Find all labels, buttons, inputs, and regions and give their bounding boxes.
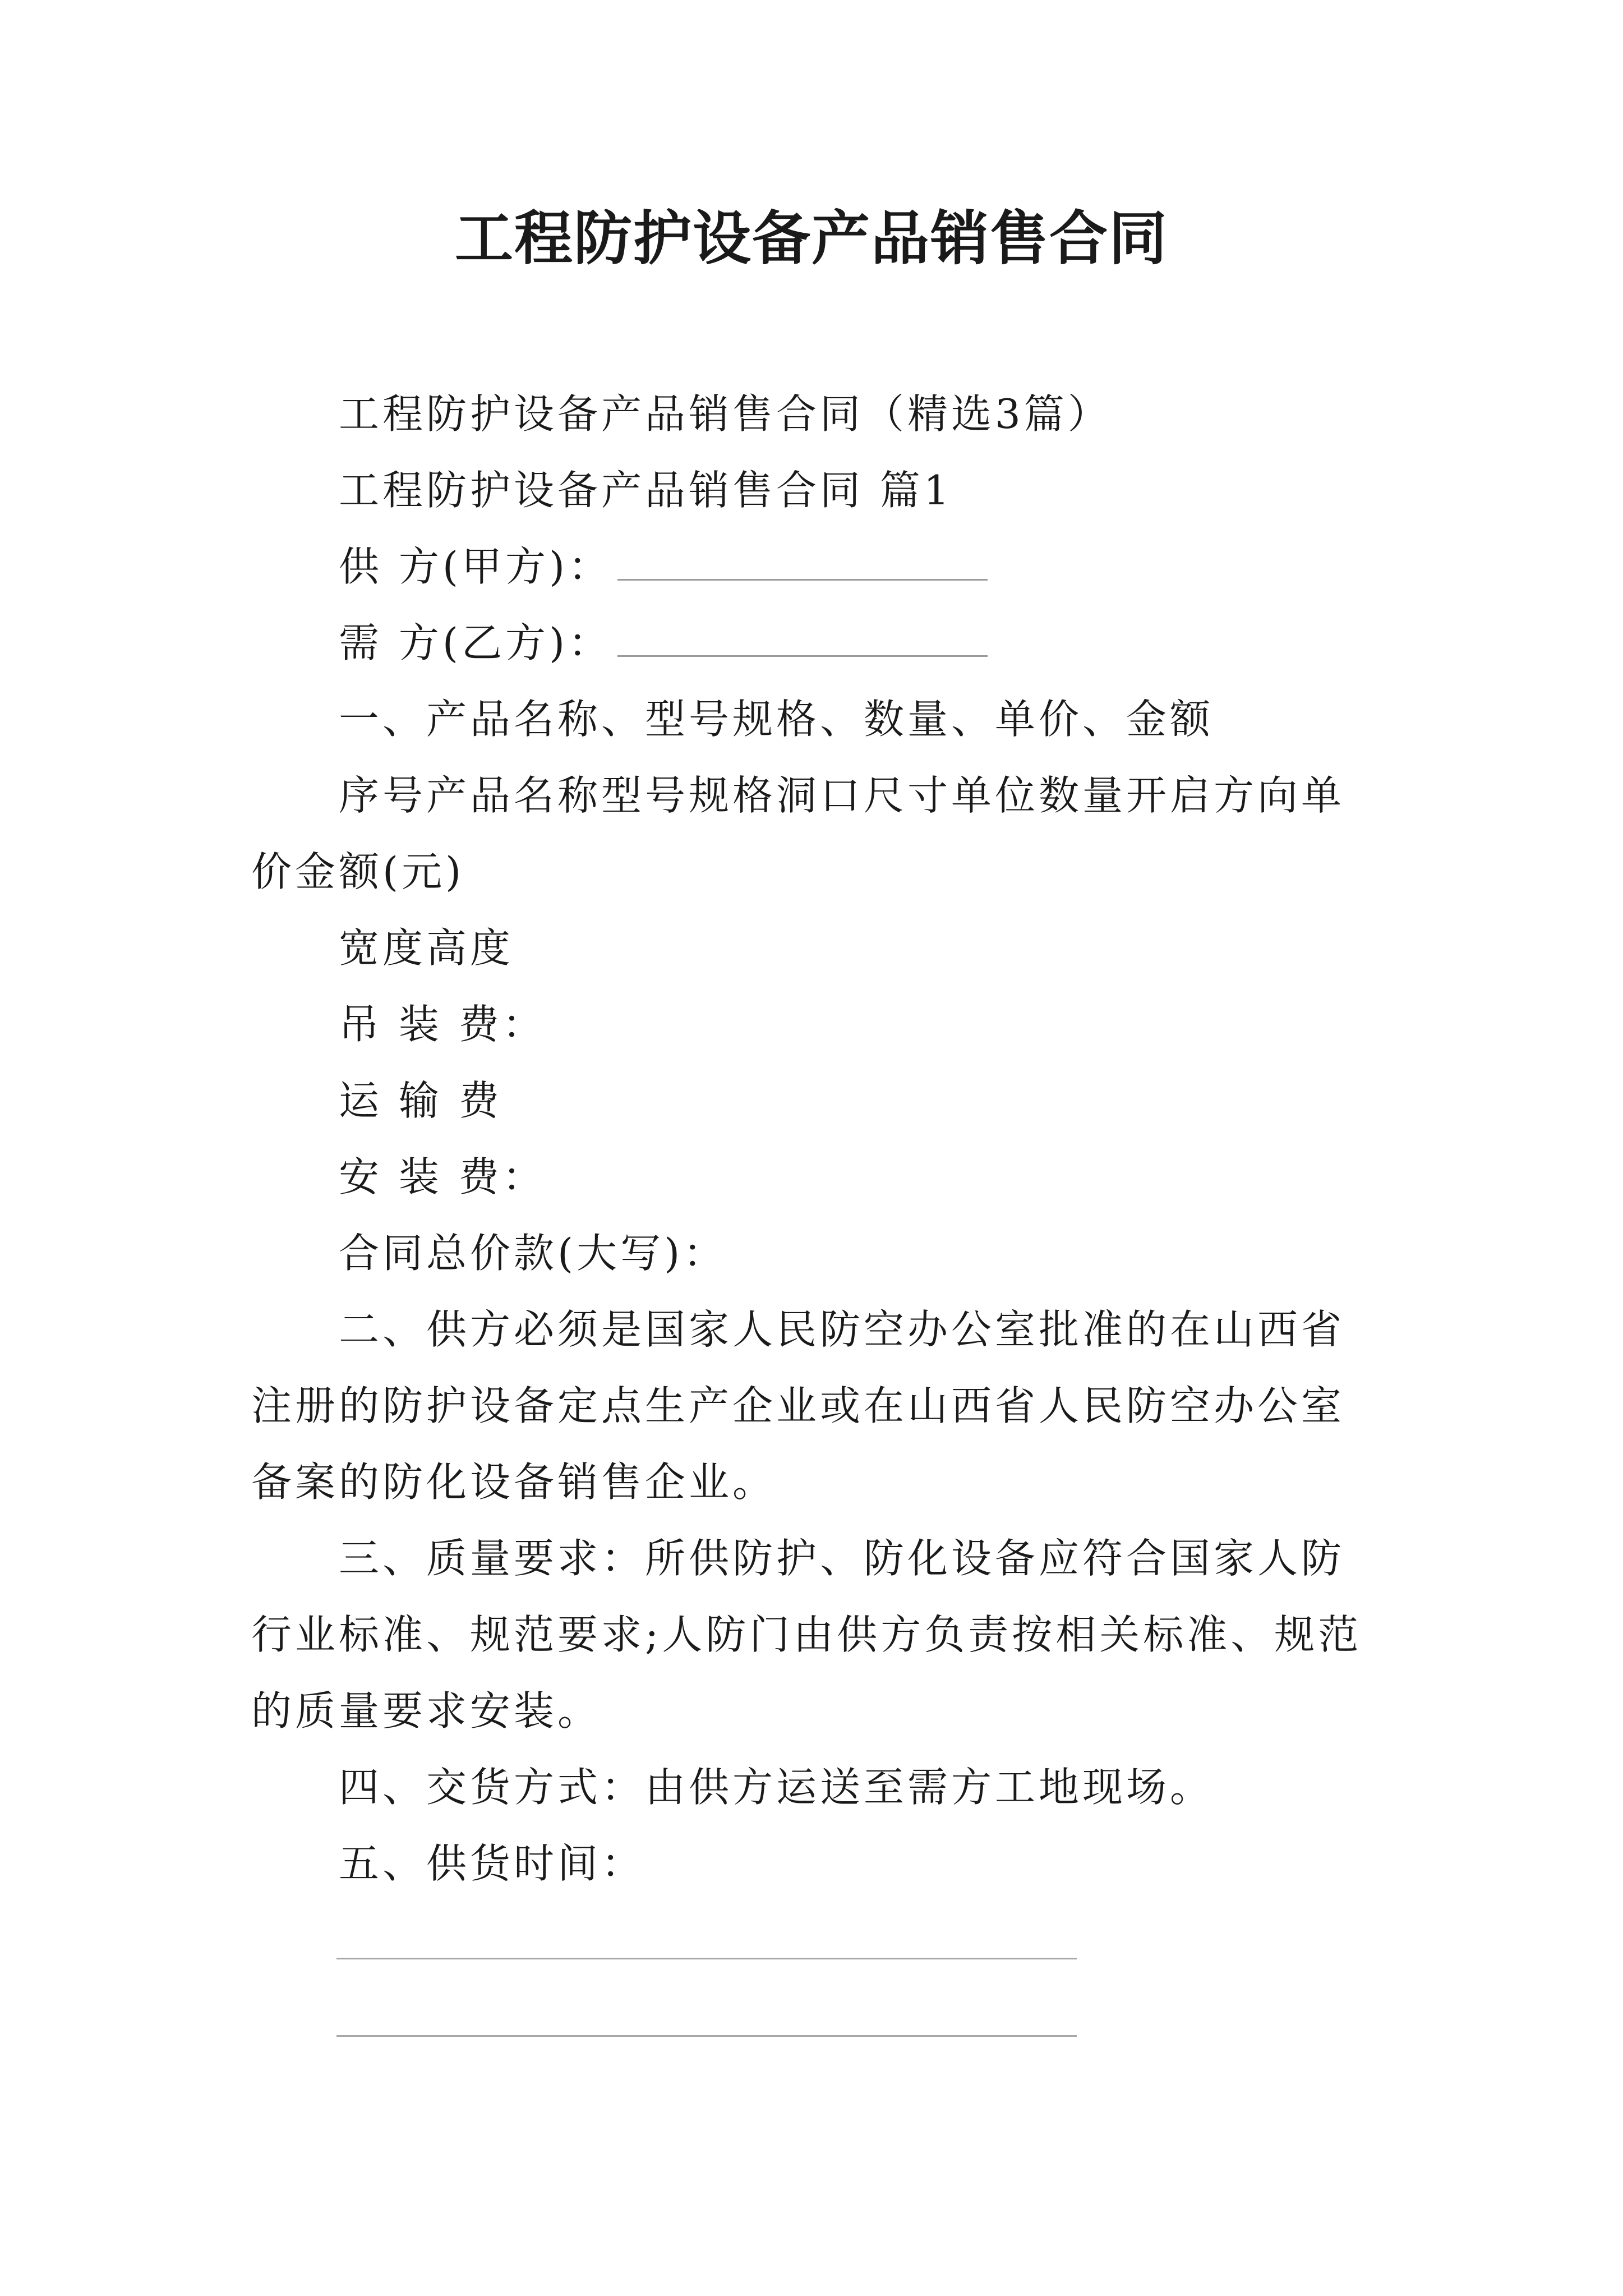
paragraph-heading-part1: 工程防护设备产品销售合同 篇1: [339, 467, 953, 514]
buyer-label: 需 方(乙方)：: [339, 619, 612, 666]
transport-fee: 运 输 费: [339, 1077, 502, 1124]
blank-line: [336, 1958, 1077, 1959]
installation-fee: 安 装 费：: [339, 1153, 546, 1200]
blank-line: [336, 2035, 1077, 2037]
document-body: [251, 376, 1384, 1902]
size-columns: 宽度高度: [339, 924, 514, 972]
document-title: 工程防护设备产品销售合同: [454, 204, 1168, 273]
product-table-header: 序号产品名称型号规格洞口尺寸单位数量开启方向单价金额(元): [251, 772, 1345, 895]
section-2-supplier-qualification: 二、供方必须是国家人民防空办公室批准的在山西省注册的防护设备定点生产企业或在山西省人民防空办公室备案的防化设备销售企业。: [251, 1306, 1345, 1506]
supplier-field: [251, 528, 1384, 605]
section-5-supply-time: 五、供货时间：: [339, 1840, 645, 1887]
buyer-field: [251, 605, 1384, 681]
total-price: 合同总价款(大写)：: [339, 1230, 727, 1277]
paragraph-heading-collection: 工程防护设备产品销售合同（精选3篇）: [339, 390, 1112, 438]
supplier-blank: [617, 551, 988, 581]
supplier-label: 供 方(甲方)：: [339, 543, 612, 590]
section-4-delivery: 四、交货方式：由供方运送至需方工地现场。: [339, 1764, 1214, 1811]
section-1-heading: 一、产品名称、型号规格、数量、单价、金额: [339, 696, 1214, 743]
hoisting-fee: 吊 装 费：: [339, 1001, 546, 1048]
buyer-blank: [617, 627, 988, 657]
section-3-quality: 三、质量要求：所供防护、防化设备应符合国家人防行业标准、规范要求;人防门由供方负责按相关标准、规范的质量要求安装。: [251, 1535, 1362, 1734]
